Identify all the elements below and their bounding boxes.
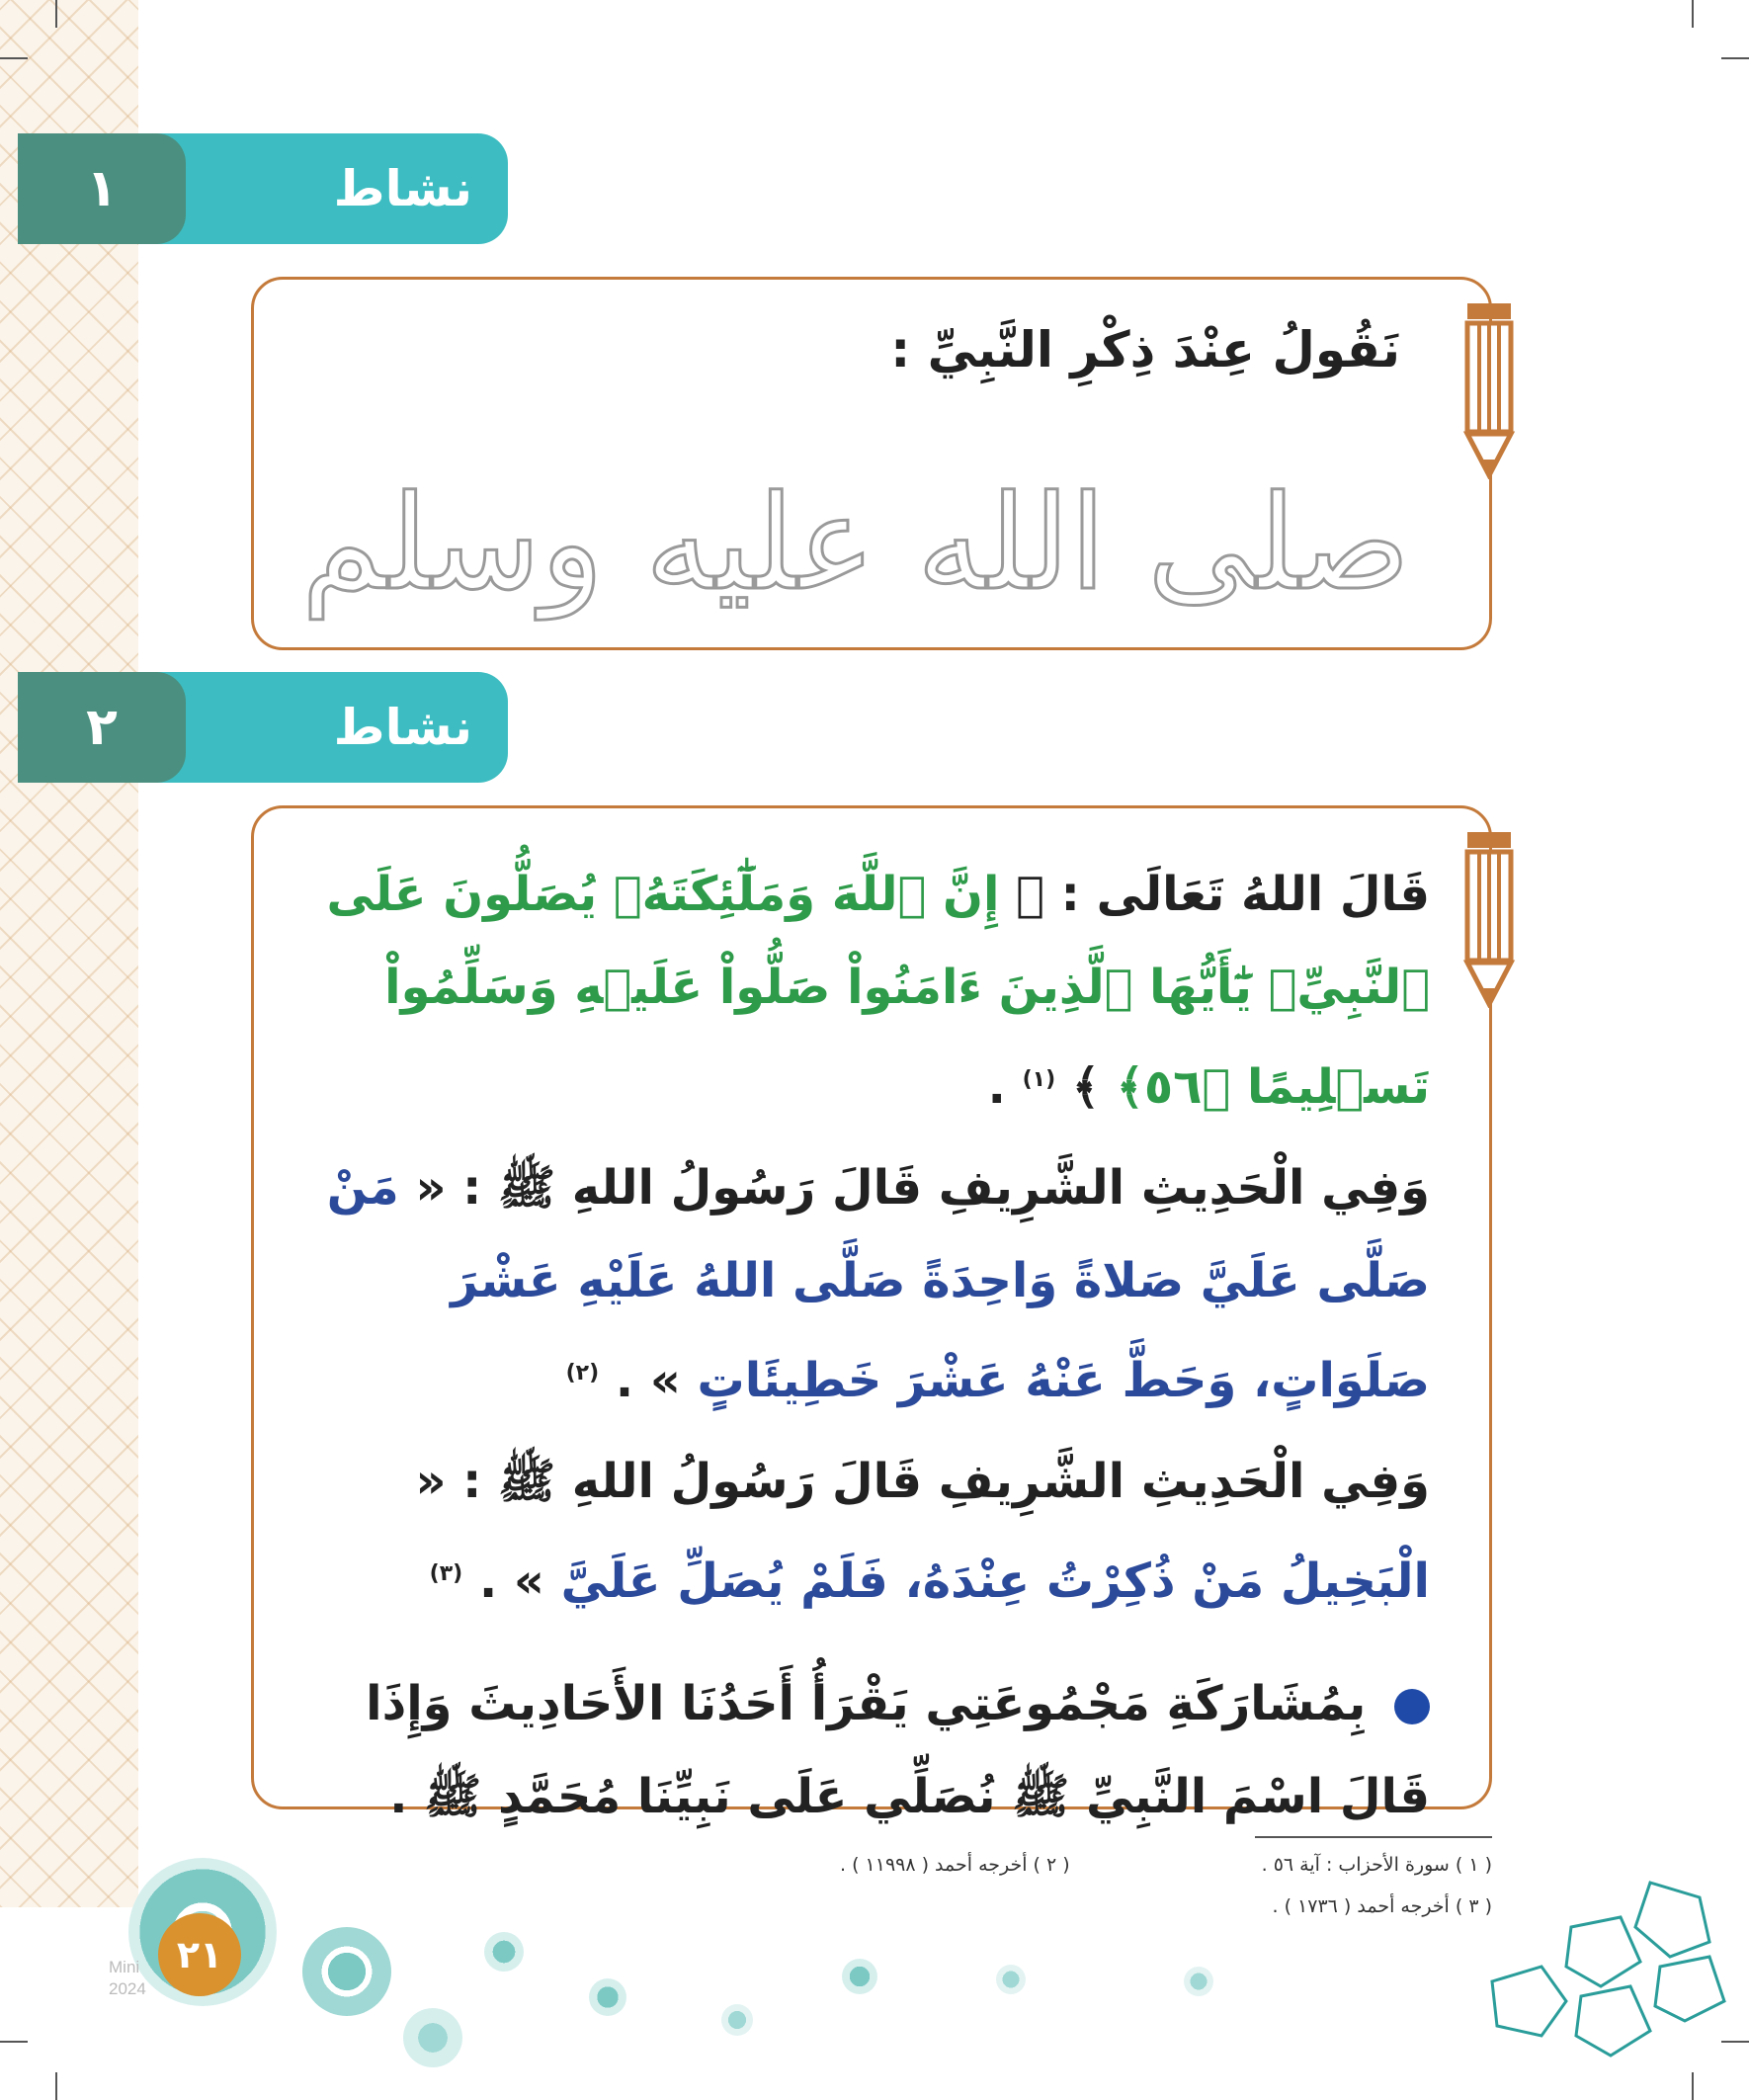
crop-mark <box>55 0 57 28</box>
decorative-rosette <box>484 1932 524 1972</box>
quran-text: إِنَّ ٱللَّهَ وَمَلَٰٓئِكَتَهُۥ يُصَلُّونَ عَلَى ٱلنَّبِيِّۚ يَٰٓأَيُّهَا ٱلَّذِينَ ءَامَنُواْ صَلُّواْ عَلَيۡهِ وَسَلِّمُواْ تَسۡلِيمًا ﴿٥٦﴾ <box>326 867 1430 1115</box>
footnote-ref-3: (٣) <box>429 1561 463 1586</box>
quran-intro: قَالَ اللهُ تَعَالَى : ﴿ <box>1016 867 1430 922</box>
footnote-rule <box>1255 1836 1492 1838</box>
page-number: ٢١ <box>158 1913 241 1996</box>
decorative-rosette <box>996 1965 1026 1994</box>
crop-mark <box>0 57 28 59</box>
group-task-text: بِمُشَارَكَةِ مَجْمُوعَتِي يَقْرَأُ أَحَدُنَا الأَحَادِيثَ وَإِذَا قَالَ اسْمَ النَّبِيِّ ﷺ نُصَلِّي عَلَى نَبِيِّنَا مُحَمَّدٍ ﷺ . <box>366 1676 1430 1824</box>
activity-2-label: نشاط <box>333 699 472 756</box>
pencil-icon <box>1459 301 1519 479</box>
decorative-rosette <box>403 2008 462 2067</box>
activity-1-number: ١ <box>18 133 186 244</box>
crop-mark <box>1692 0 1694 28</box>
crop-mark <box>0 2041 28 2043</box>
hadith-1-text: مَنْ صَلَّى عَلَيَّ صَلاةً وَاحِدَةً صَلَّى اللهُ عَلَيْهِ عَشْرَ صَلَوَاتٍ، وَحَطَّ عَنْهُ عَشْرَ خَطِيئَاتٍ <box>326 1160 1430 1408</box>
activity-2-card <box>251 805 1492 1824</box>
footnotes <box>840 1844 1492 1927</box>
activity-1-banner <box>18 133 508 244</box>
hadith-1-close: » . <box>615 1353 681 1408</box>
quran-close: ﴾ <box>1071 1059 1100 1115</box>
hadith-2-text: الْبَخِيلُ مَنْ ذُكِرْتُ عِنْدَهُ، فَلَمْ يُصَلِّ عَلَيَّ <box>560 1554 1430 1609</box>
footnote-ref-2: (٢) <box>565 1361 600 1386</box>
crop-mark <box>55 2072 57 2100</box>
footnote-ref-1: (١) <box>1022 1067 1056 1092</box>
publisher-watermark <box>109 1957 146 2000</box>
hadith-2-close: » . <box>478 1554 544 1609</box>
group-task <box>293 1657 1430 1843</box>
dotted-tracing-text[interactable]: صلى الله عليه وسلم <box>301 467 1410 620</box>
decorative-rosette <box>1184 1967 1213 1996</box>
decorative-rosette <box>842 1959 877 1994</box>
activity-1-prompt: نَقُولُ عِنْدَ ذِكْرِ النَّبِيِّ : <box>890 321 1400 378</box>
hadith-2 <box>293 1435 1430 1628</box>
hadith-1-intro: وَفِي الْحَدِيثِ الشَّرِيفِ قَالَ رَسُولُ اللهِ ﷺ : « <box>415 1160 1430 1216</box>
decorative-rosette <box>589 1978 626 2016</box>
activity-1-card <box>251 277 1492 650</box>
decorative-margin-pattern <box>0 0 138 1907</box>
footnote-1: ( ١ ) سورة الأحزاب : آية ٥٦ . <box>1261 1854 1492 1876</box>
footnote-2: ( ٢ ) أخرجه أحمد ( ١١٩٩٨ ) . <box>840 1854 1070 1876</box>
pencil-icon <box>1459 830 1519 1008</box>
hadith-2-intro: وَفِي الْحَدِيثِ الشَّرِيفِ قَالَ رَسُولُ اللهِ ﷺ : « <box>415 1454 1430 1509</box>
bullet-icon <box>1394 1689 1430 1724</box>
publisher-line-1: Mini <box>109 1958 140 1976</box>
decorative-rosette <box>721 2004 753 2036</box>
activity-2-banner <box>18 672 508 783</box>
geometric-corner-icon <box>1472 1873 1729 2070</box>
crop-mark <box>1692 2072 1694 2100</box>
activity-2-text <box>293 848 1430 1851</box>
quran-verse: قَالَ اللهُ تَعَالَى : ﴿ إِنَّ ٱللَّهَ وَمَلَٰٓئِكَتَهُۥ يُصَلُّونَ عَلَى ٱلنَّبِيِّۚ يَٰٓأَيُّهَا ٱلَّذِينَ ءَامَنُواْ صَلُّواْ عَلَيۡهِ وَسَلِّمُواْ تَسۡلِيمًا ﴿٥٦﴾ ﴾ $^{(١)}$ . <box>326 867 1430 1115</box>
decorative-rosette <box>302 1927 391 2016</box>
activity-2-number: ٢ <box>18 672 186 783</box>
publisher-line-2: 2024 <box>109 1979 146 1998</box>
footnote-3: ( ٣ ) أخرجه أحمد ( ١٧٣٦ ) . <box>1272 1895 1492 1917</box>
hadith-1 <box>293 1141 1430 1427</box>
crop-mark <box>1721 57 1749 59</box>
activity-1-label: نشاط <box>333 160 472 217</box>
